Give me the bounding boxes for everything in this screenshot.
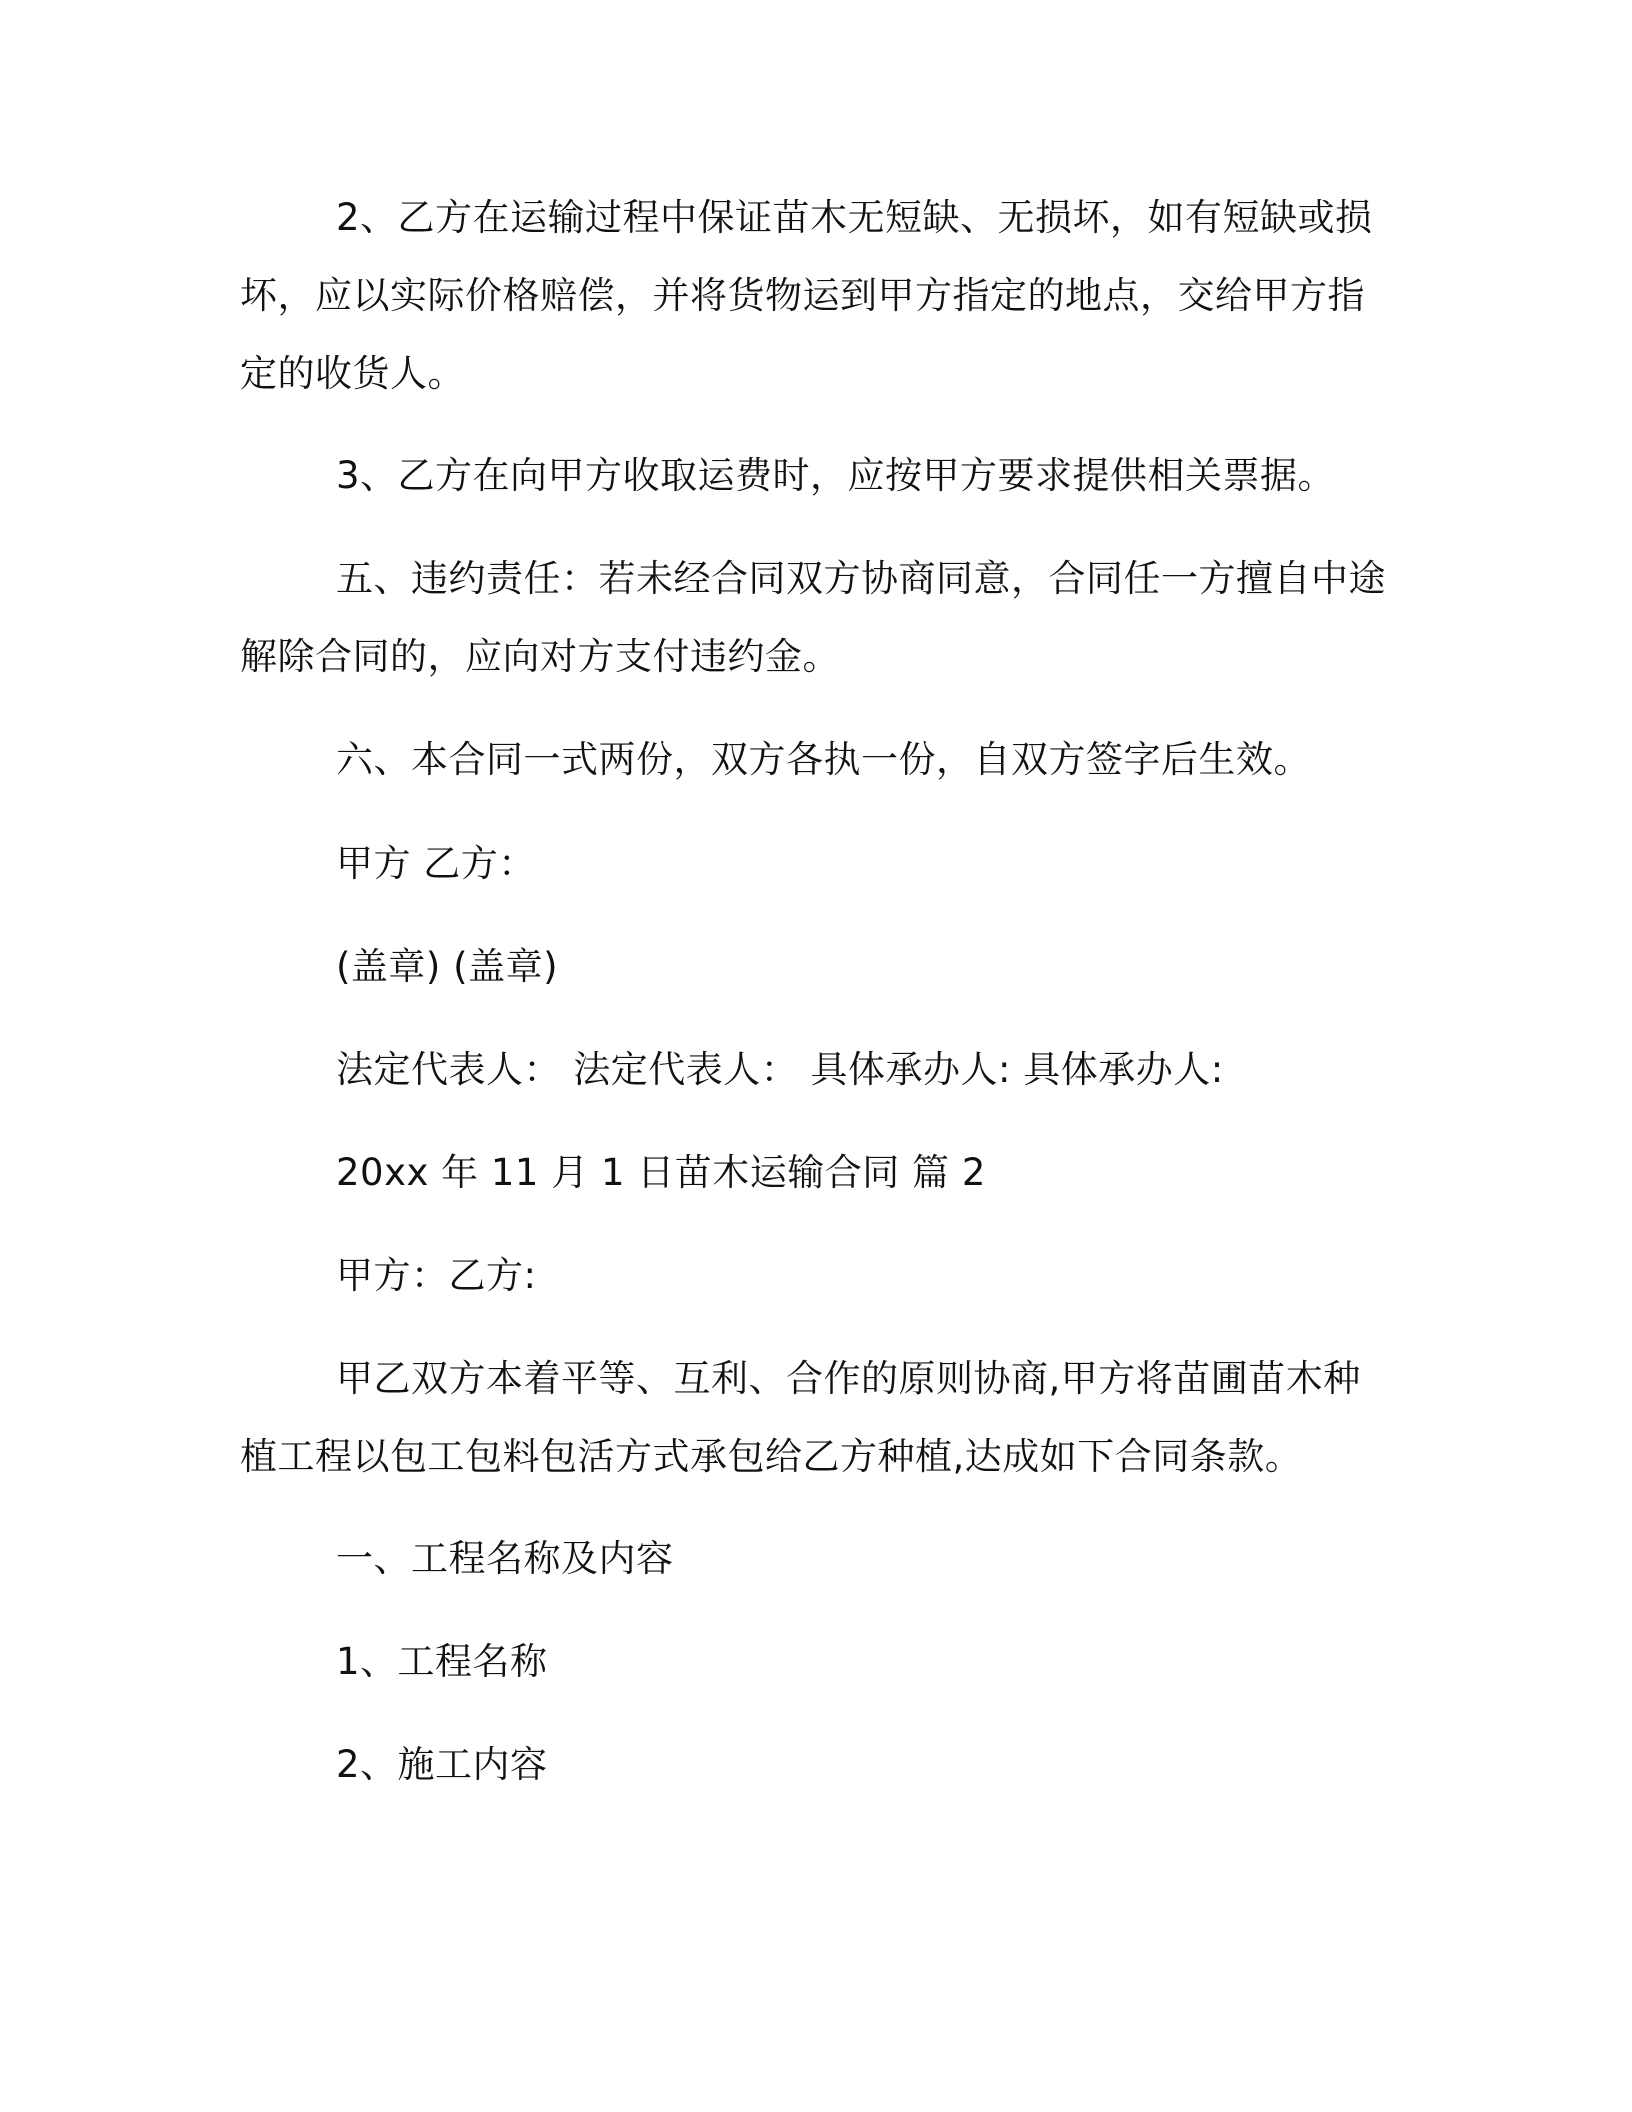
paragraph-freight-receipts: 3、乙方在向甲方收取运费时，应按甲方要求提供相关票据。 xyxy=(336,454,1336,497)
item-construction-content: 2、施工内容 xyxy=(336,1743,548,1786)
contract-date-title: 20xx 年 11 月 1 日苗木运输合同 篇 2 xyxy=(336,1151,986,1194)
item-project-name: 1、工程名称 xyxy=(336,1640,548,1683)
paragraph-transport-guarantee: 2、乙方在运输过程中保证苗木无短缺、无损坏，如有短缺或损坏，应以实际价格赔偿，并将货物运到甲方指定的地点，交给甲方指定的收货人。 xyxy=(240,196,1373,395)
paragraph-agreement-intro: 甲乙双方本着平等、互利、合作的原则协商,甲方将苗圃苗木种植工程以包工包料包活方式承包给乙方种植,达成如下合同条款。 xyxy=(240,1357,1361,1478)
paragraph-contract-copies: 六、本合同一式两份，双方各执一份，自双方签字后生效。 xyxy=(336,738,1311,781)
party-labels: 甲方 乙方： xyxy=(336,842,536,885)
section-heading-project: 一、工程名称及内容 xyxy=(336,1537,674,1580)
seal-labels: (盖章) (盖章) xyxy=(336,945,559,988)
paragraph-breach-liability: 五、违约责任：若未经合同双方协商同意，合同任一方擅自中途解除合同的，应向对方支付违约金。 xyxy=(240,557,1386,678)
representative-labels: 法定代表人： 法定代表人： 具体承办人: 具体承办人: xyxy=(336,1048,1224,1091)
party-labels-2: 甲方：乙方: xyxy=(336,1254,537,1297)
